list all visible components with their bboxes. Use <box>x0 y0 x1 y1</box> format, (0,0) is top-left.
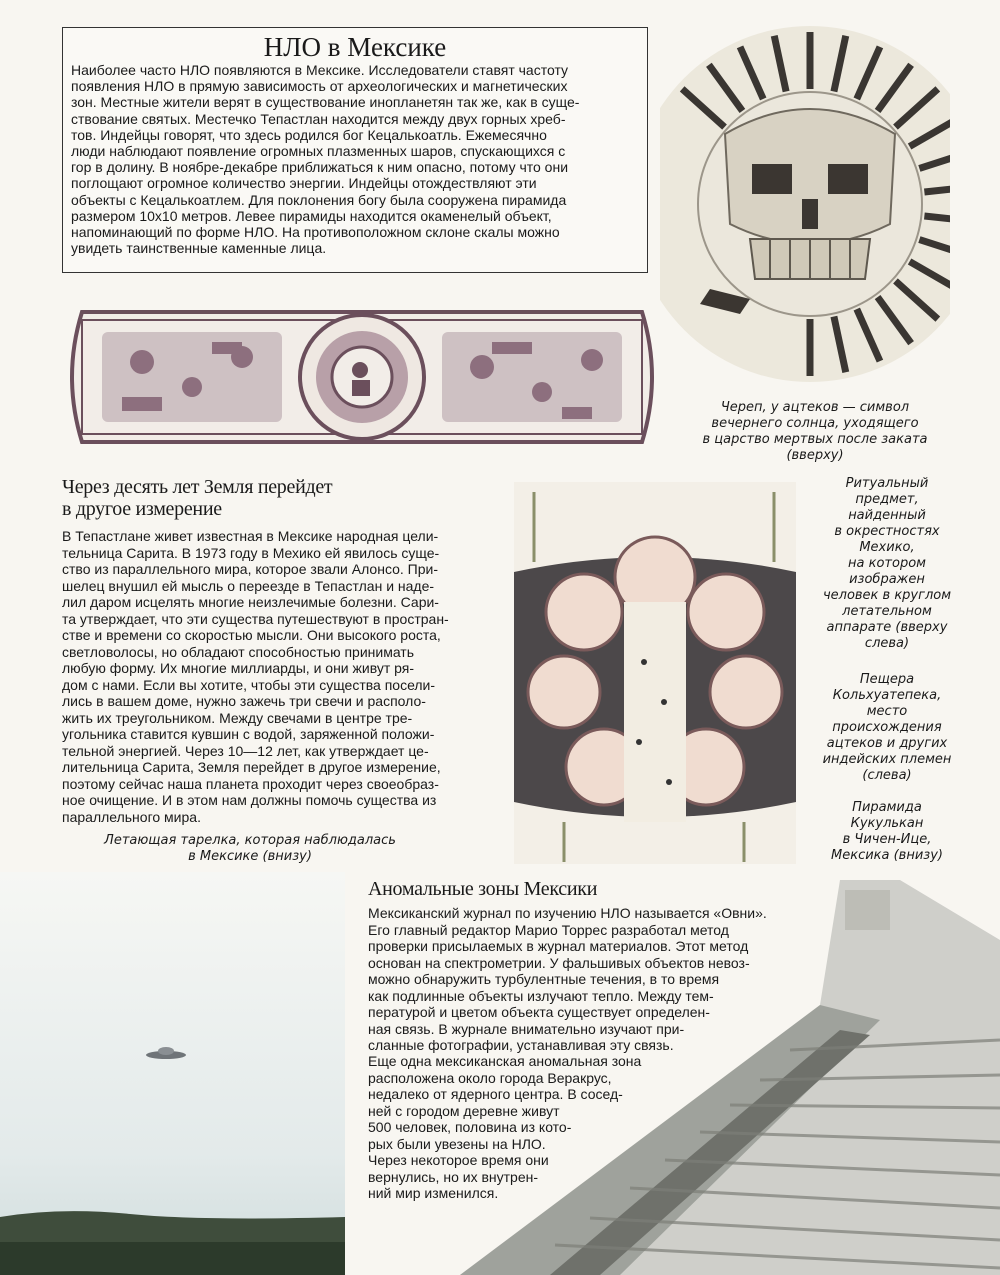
intro-box <box>62 27 648 273</box>
cave-image <box>514 482 796 864</box>
section1-heading: Через десять лет Земля перейдет в другое измерение <box>62 476 333 520</box>
cave-caption: Пещера Кольхуатепека, место происхождения ацтеков и других индейских племен (слева) <box>822 672 952 783</box>
saucer-caption: Летающая тарелка, которая наблюдалась в Мексике (внизу) <box>104 833 396 864</box>
section1-text: В Тепастлане живет известная в Мексике народная цели- тельница Сарита. В 1973 году в Мехико ей явилось суще- ство из параллельного мира, которое звали Алонсо. При- шелец внушил ей мысль о переезде в Тепастлан и наде- лил даром исцелять многие неизлечимые болезни. Сари- та утверждает, что эти существа путешествуют в простран- стве и времени со скоростью мысли. Они высокого роста, светловолосы, но обладают способностью принимать любую форму. Их многие миллиарды, и они живут ря- дом с нами. Если вы хотите, чтобы эти существа посели- лись в вашем доме, нужно зажечь три свечи и располо- жить их треугольником. Между свечами в центре тре- угольника ставится кувшин с водой, заряженной положи- тельной энергией. Через 10—12 лет, как утверждает це- лительница Сарита, Земля перейдет в другое измерение, поэтому сейчас наша планета проходит через своеобраз- ное очищение. И в этом нам должны помочь существа из параллельного мира. <box>62 528 449 825</box>
section2-text-narrow: Еще одна мексиканская аномальная зона расположена около города Веракрус, недалеко от ядерного центра. В сосед- ней с городом деревне живут 500 человек, половина из кото- рых были увезены на НЛО. Через некоторое время они вернулись, но их внутрен- ний мир изменился. <box>368 1053 642 1201</box>
section2-heading: Аномальные зоны Мексики <box>368 878 598 900</box>
skull-caption: Череп, у ацтеков — символ вечернего солнца, уходящего в царство мертвых после заката (вверху) <box>702 400 928 463</box>
ritual-object-image <box>62 292 662 462</box>
ufo-photo <box>0 872 345 1275</box>
pyramid-caption: Пирамида Кукулькан в Чичен-Ице, Мексика (внизу) <box>831 800 943 863</box>
aztec-skull-image <box>660 14 950 399</box>
intro-text: Наиболее часто НЛО появляются в Мексике. Исследователи ставят частоту появления НЛО в прямую зависимость от археологических и магнетических зон. Местные жители верят в существование инопланетян так же, как в суще- ствование святых. Местечко Тепастлан находится между двух горных хреб- тов. Индейцы говорят, что здесь родился бог Кецалькоатль. Ежемесячно люди наблюдают появление огромных плазменных шаров, спускающихся с гор в долину. В ноябре-декабре приближаться к ним опасно, потому что они поглощают огромное количество энергии. Индейцы отождествляют эти объекты с Кецалькоатлем. Для поклонения богу была сооружена пирамида размером 10х10 метров. Левее пирамиды находится окаменелый объект, напоминающий по форме НЛО. На противоположном склоне скалы можно увидеть таинственные каменные лица. <box>71 62 580 257</box>
ritual-caption: Ритуальный предмет, найденный в окрестностях Мехико, на котором изображен человек в круглом летательном аппарате (вверху слева) <box>822 476 952 651</box>
page-title: НЛО в Мексике <box>263 32 447 62</box>
section2-text-wide: Мексиканский журнал по изучению НЛО называется «Овни». Его главный редактор Марио Торрес разработал метод проверки присылаемых в журнал материалов. Этот метод основан на спектрометрии. У фальшивых объектов невоз- можно обнаружить турбулентные течения, в то время как подлинные объекты излучают тепло. Между тем- пературой и цветом объекта существует определен- ная связь. В журнале внимательно изучают при- сланные фотографии, устанавливая эту связь. <box>368 905 767 1053</box>
